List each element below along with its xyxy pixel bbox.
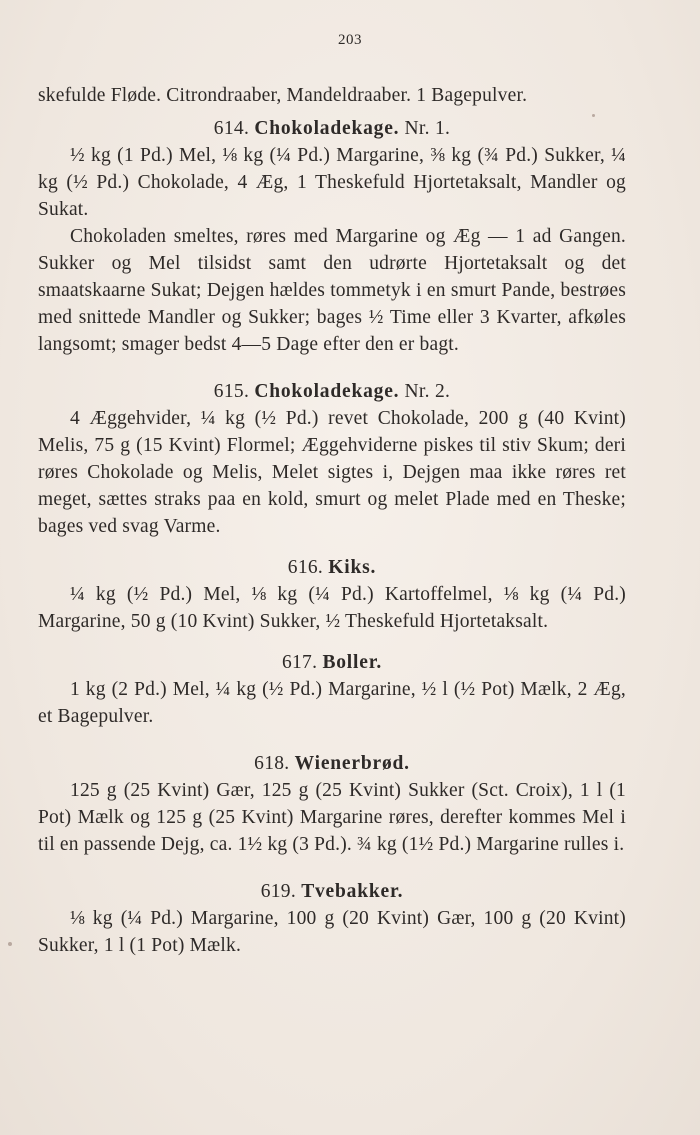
recipe-615	[38, 378, 626, 540]
recipe-ingredients: 4 Æggehvider, ¼ kg (½ Pd.) revet Chokolade, 200 g (40 Kvint) Melis, 75 g (15 Kvint) Flormel; Æggehviderne piskes til stiv Skum; deri røres Chokolade og Melis, Melet sigtes i, Dejgen maa ikke røres ret meget, sættes straks paa en kold, smurt og melet Plade med en Theske; bages ved svag Varme.	[38, 408, 626, 537]
recipe-619	[38, 878, 626, 959]
recipe-number: 618.	[254, 753, 290, 774]
page-number: 203	[338, 32, 362, 48]
recipe-title: Chokoladekage.	[254, 381, 400, 402]
paper-speck	[8, 942, 12, 946]
recipe-number: 614.	[213, 118, 250, 139]
recipe-number: 617.	[281, 652, 318, 673]
recipe-617	[38, 649, 626, 730]
recipe-heading	[38, 750, 626, 777]
recipe-title: Wienerbrød.	[294, 753, 410, 774]
recipe-number: 619.	[260, 881, 297, 902]
recipe-ingredients: 1 kg (2 Pd.) Mel, ¼ kg (½ Pd.) Margarine, ½ l (½ Pot) Mælk, 2 Æg, et Bagepulver.	[38, 679, 626, 727]
recipe-618	[38, 750, 626, 858]
paper-speck	[592, 114, 595, 117]
recipe-ingredients: ½ kg (1 Pd.) Mel, ⅛ kg (¼ Pd.) Margarine, ⅜ kg (¾ Pd.) Sukker, ¼ kg (½ Pd.) Chokolade, 4 Æg, 1 Theskefuld Hjortetaksalt, Mandler og Sukat.	[38, 145, 626, 220]
recipe-ingredients: ¼ kg (½ Pd.) Mel, ⅛ kg (¼ Pd.) Kartoffelmel, ⅛ kg (¼ Pd.) Margarine, 50 g (10 Kvint) Sukker, ½ Theskefuld Hjortetaksalt.	[38, 584, 626, 632]
recipe-number: 616.	[287, 557, 324, 578]
recipe-616	[38, 554, 626, 635]
recipe-number: 615.	[213, 381, 250, 402]
recipe-heading	[38, 878, 626, 905]
recipe-heading	[38, 378, 626, 405]
recipe-method: Chokoladen smeltes, røres med Margarine og Æg — 1 ad Gangen. Sukker og Mel tilsidst samt den udrørte Hjortetaksalt og det smaatskaarne Sukat; Dejgen hældes tommetyk i en smurt Pande, bestrøes med snittede Mandler og Sukker; bages ½ Time eller 3 Kvarter, afkøles langsomt; smager bedst 4—5 Dage efter den er bagt.	[38, 226, 626, 355]
recipe-614	[38, 115, 626, 358]
recipe-subtitle: Nr. 1.	[404, 118, 451, 139]
recipe-heading	[38, 115, 626, 142]
recipe-title: Chokoladekage.	[254, 118, 400, 139]
recipe-heading	[38, 649, 626, 676]
recipe-title: Tvebakker.	[301, 881, 404, 902]
recipe-heading	[38, 554, 626, 581]
recipe-title: Boller.	[322, 652, 383, 673]
recipe-title: Kiks.	[328, 557, 377, 578]
recipe-subtitle: Nr. 2.	[404, 381, 451, 402]
continuation-text: skefulde Fløde. Citrondraaber, Mandeldraaber. 1 Bagepulver.	[38, 85, 528, 106]
page-content	[38, 82, 626, 959]
recipe-ingredients: ⅛ kg (¼ Pd.) Margarine, 100 g (20 Kvint) Gær, 100 g (20 Kvint) Sukker, 1 l (1 Pot) Mælk.	[38, 908, 626, 956]
recipe-ingredients: 125 g (25 Kvint) Gær, 125 g (25 Kvint) Sukker (Sct. Croix), 1 l (1 Pot) Mælk og 125 g (25 Kvint) Margarine røres, derefter kommes Mel i til en passende Dejg, ca. 1½ kg (3 Pd.). ¾ kg (1½ Pd.) Margarine rulles i.	[38, 780, 626, 855]
